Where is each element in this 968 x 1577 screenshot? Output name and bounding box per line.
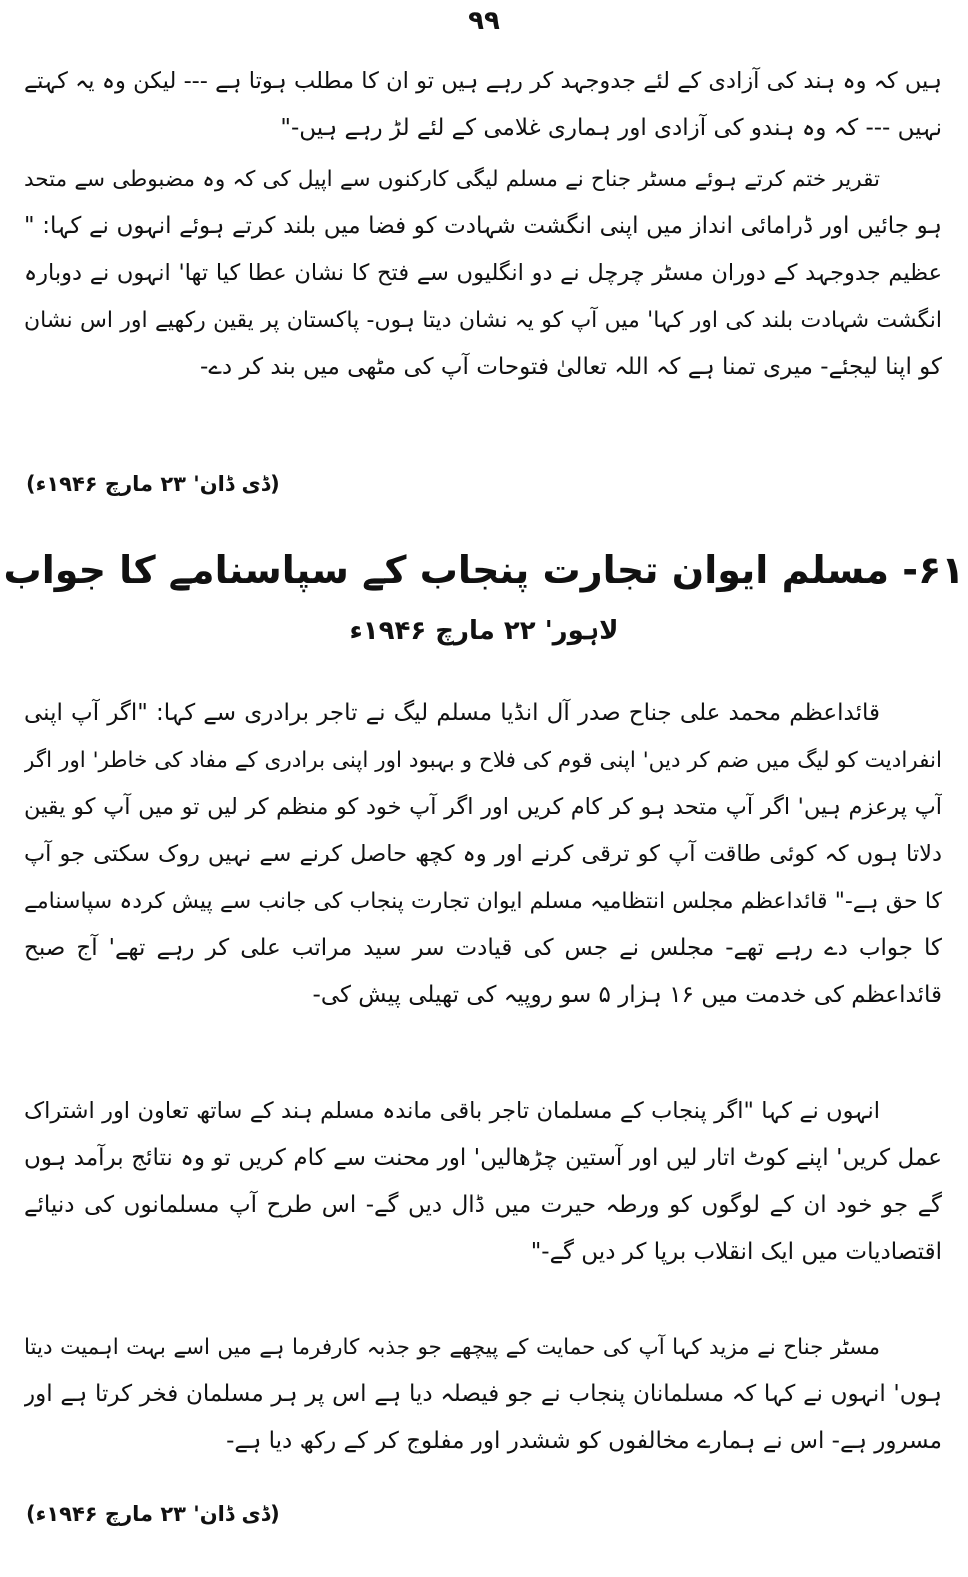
text-line: کا جواب دے رہے تھے- مجلس نے جس کی قیادت سر سید مراتب علی کر رہے تھے' آج صبح [24, 935, 942, 961]
opening-paragraph [24, 58, 942, 152]
text-line: انہوں نے کہا "اگر پنجاب کے مسلمان تاجر باقی ماندہ مسلم ہند کے ساتھ تعاون اور اشتراک [24, 1098, 880, 1124]
text-line: انگشت شہادت بلند کی اور کہا' میں آپ کو یہ نشان دیتا ہوں- پاکستان پر یقین رکھیے اور اس نشان [24, 308, 942, 333]
section-heading: ۶۱- مسلم ایوان تجارت پنجاب کے سپاسنامے کا جواب [3, 548, 965, 592]
text-line: کا حق ہے-" قائداعظم مجلس انتظامیہ مسلم ایوان تجارت پنجاب کی جانب سے پیش کردہ سپاسنامے [24, 889, 942, 914]
text-line: ہو جائیں اور ڈرامائی انداز میں اپنی انگشت شہادت کو فضا میں بلند کرتے ہوئے انہوں نے کہا: " [24, 213, 942, 239]
text-line: ہوں' انہوں نے کہا کہ مسلمانان پنجاب نے جو فیصلہ دیا ہے اس پر ہر مسلمان فخر کرتا ہے اور [24, 1381, 942, 1407]
text-line: گے جو خود ان کے لوگوں کو ورطہ حیرت میں ڈال دیں گے- اس طرح آپ مسلمانوں کی دنیائے [24, 1192, 942, 1218]
text-line: انفرادیت کو لیگ میں ضم کر دیں' اپنی قوم کی فلاح و بہبود اور اپنی برادری کے مفاد کی خاطر' اور اگر [24, 748, 942, 773]
section-dateline: لاہور' ۲۲ مارچ ۱۹۴۶ء [349, 616, 619, 646]
source-citation: (ڈی ڈان' ۲۳ مارچ ۱۹۴۶ء) [26, 1502, 280, 1526]
text-line: قائداعظم محمد علی جناح صدر آل انڈیا مسلم لیگ نے تاجر برادری سے کہا: "اگر آپ اپنی [24, 700, 880, 726]
speech-closing-paragraph [24, 156, 942, 391]
text-line: نہیں --- کہ وہ ہندو کی آزادی اور ہماری غلامی کے لئے لڑ رہے ہیں-" [280, 115, 942, 141]
text-line: اقتصادیات میں ایک انقلاب برپا کر دیں گے-" [530, 1239, 942, 1265]
text-line: مسرور ہے- اس نے ہمارے مخالفوں کو ششدر اور مفلوج کر کے رکھ دیا ہے- [226, 1428, 942, 1454]
page-number: ۹۹ [468, 6, 500, 36]
text-line: کو اپنا لیجئے- میری تمنا ہے کہ اللہ تعالیٰ فتوحات آپ کی مٹھی میں بند کر دے- [200, 354, 942, 380]
text-line: ہیں کہ وہ ہند کی آزادی کے لئے جدوجہد کر رہے ہیں تو ان کا مطلب ہوتا ہے --- لیکن وہ یہ کہتے [24, 68, 942, 94]
paragraph-3 [24, 1324, 942, 1465]
paragraph-2 [24, 1088, 942, 1276]
source-citation: (ڈی ڈان' ۲۳ مارچ ۱۹۴۶ء) [26, 472, 280, 496]
text-line: دلاتا ہوں کہ کوئی طاقت آپ کو ترقی کرنے اور وہ کچھ حاصل کرنے سے نہیں روک سکتی جو آپ [24, 841, 942, 867]
text-line: عظیم جدوجہد کے دوران مسٹر چرچل نے دو انگلیوں سے فتح کا نشان عطا کیا تھا' انہوں نے دوبارہ [24, 260, 942, 286]
paragraph-1 [24, 690, 942, 1019]
text-line: آپ پرعزم ہیں' اگر آپ متحد ہو کر کام کریں اور اگر آپ خود کو منظم کر لیں تو میں آپ کو یقین [24, 794, 942, 820]
text-line: تقریر ختم کرتے ہوئے مسٹر جناح نے مسلم لیگی کارکنوں سے اپیل کی کہ وہ مضبوطی سے متحد [24, 167, 880, 192]
text-line: مسٹر جناح نے مزید کہا آپ کی حمایت کے پیچھے جو جذبہ کارفرما ہے میں اسے بہت اہمیت دیتا [24, 1335, 880, 1360]
text-line: قائداعظم کی خدمت میں ۱۶ ہزار ۵ سو روپیہ کی تھیلی پیش کی- [312, 982, 942, 1008]
text-line: عمل کریں' اپنے کوٹ اتار لیں اور آستین چڑھالیں' اور محنت سے کام کریں تو وہ نتائج برآمد ہوں [24, 1145, 942, 1171]
